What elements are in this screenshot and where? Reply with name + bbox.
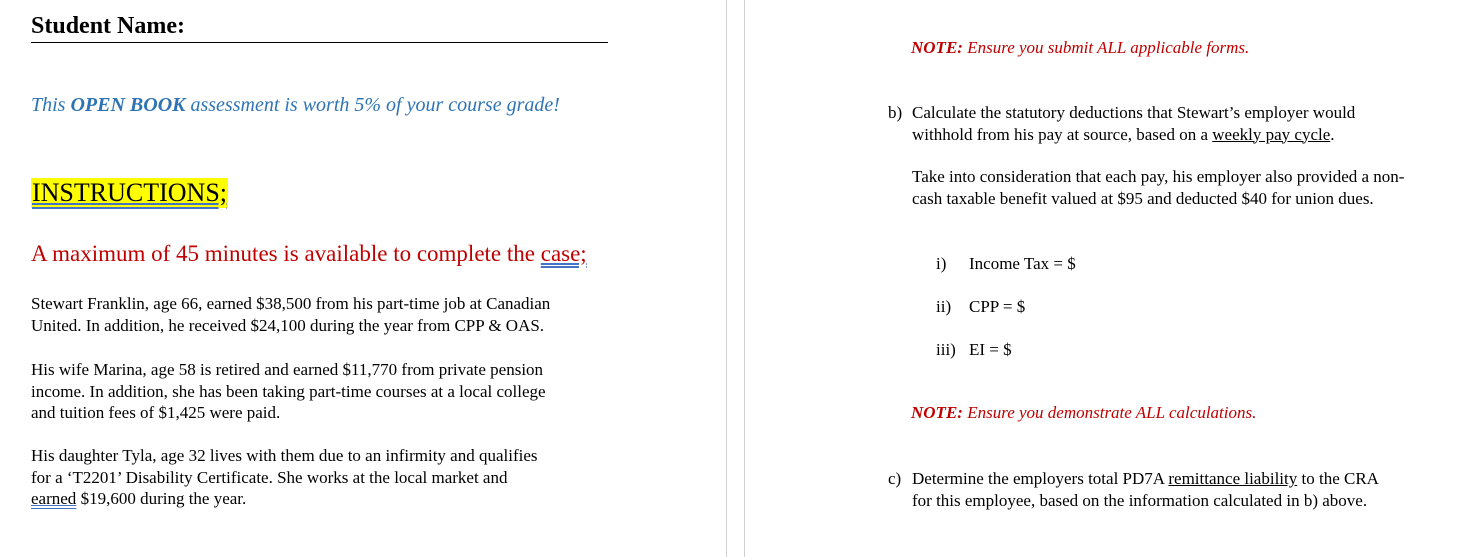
page-gap: [726, 0, 745, 557]
remittance-liability: remittance liability: [1168, 469, 1298, 488]
student-name-label: Student Name:: [31, 12, 608, 43]
tyla-paragraph: [31, 445, 611, 510]
note-text: Ensure you submit ALL applicable forms.: [962, 38, 1250, 57]
question-b-extra-line-2: cash taxable benefit valued at $95 and deducted $40 for union dues.: [912, 188, 1374, 208]
tyla-line-3-rest: $19,600 during the year.: [76, 489, 247, 508]
weekly-pay-cycle: weekly pay cycle: [1212, 124, 1331, 144]
tyla-line-3: [31, 488, 611, 510]
question-b-label: b): [888, 103, 903, 122]
question-c-line-1-suffix: to the CRA: [1297, 469, 1379, 488]
deduction-text: CPP = $: [969, 297, 1026, 316]
question-b-line-2-suffix: .: [1330, 124, 1335, 144]
instructions-heading: INSTRUCTIONS;: [32, 178, 228, 207]
deduction-text: EI = $: [969, 340, 1012, 359]
deduction-roman: i): [936, 254, 947, 273]
deduction-roman: iii): [936, 340, 956, 359]
deduction-roman: ii): [936, 297, 952, 316]
tyla-earned-word: earned: [31, 489, 77, 508]
question-c-text: [912, 468, 1472, 511]
marina-line-2: income. In addition, she has been taking part-time courses at a local college: [31, 381, 546, 401]
open-book-notice: [31, 92, 560, 118]
time-limit-text: [31, 240, 587, 268]
marina-line-1: His wife Marina, age 58 is retired and earned $11,770 from private pension: [31, 360, 544, 379]
question-b-line-2: [912, 124, 1472, 146]
tyla-line-1: His daughter Tyla, age 32 lives with them due to an infirmity and qualifies: [31, 446, 538, 465]
note-submit-forms: [911, 37, 1249, 59]
question-b-line-1: Calculate the statutory deductions that Stewart’s employer would: [912, 103, 1356, 122]
question-c-label: c): [888, 469, 902, 488]
deduction-text: Income Tax = $: [969, 254, 1076, 273]
open-book-suffix: assessment is worth 5% of your course grade!: [185, 94, 560, 116]
question-c-line-1-prefix: Determine the employers total PD7A: [912, 469, 1169, 488]
marina-line-3: and tuition fees of $1,425 were paid.: [31, 403, 281, 422]
note-label: NOTE:: [911, 38, 963, 57]
question-c-line-2: for this employee, based on the information calculated in b) above.: [912, 490, 1368, 510]
stewart-line-1: Stewart Franklin, age 66, earned $38,500 from his part-time job at Canadian: [31, 294, 551, 313]
note-label: NOTE:: [911, 403, 963, 422]
marina-paragraph: [31, 359, 611, 424]
open-book-emphasis: OPEN BOOK: [70, 94, 186, 116]
question-b-extra-line-1: Take into consideration that each pay, his employer also provided a non-: [912, 167, 1405, 186]
tyla-line-2: for a ‘T2201’ Disability Certificate. She works at the local market and: [31, 467, 508, 487]
time-limit-body: A maximum of 45 minutes is available to complete the: [31, 241, 541, 266]
question-b-extra: [912, 166, 1472, 209]
note-demonstrate-calculations: [911, 402, 1256, 424]
question-c-line-1: [912, 468, 1472, 490]
stewart-paragraph: [31, 293, 611, 336]
stewart-line-2: United. In addition, he received $24,100 during the year from CPP & OAS.: [31, 315, 545, 335]
question-b-text: [912, 102, 1472, 145]
question-b-line-2-prefix: withhold from his pay at source, based on a: [912, 124, 1213, 144]
note-text: Ensure you demonstrate ALL calculations.: [962, 403, 1257, 422]
time-limit-underlined: case;: [540, 241, 587, 266]
open-book-prefix: This: [31, 94, 71, 116]
